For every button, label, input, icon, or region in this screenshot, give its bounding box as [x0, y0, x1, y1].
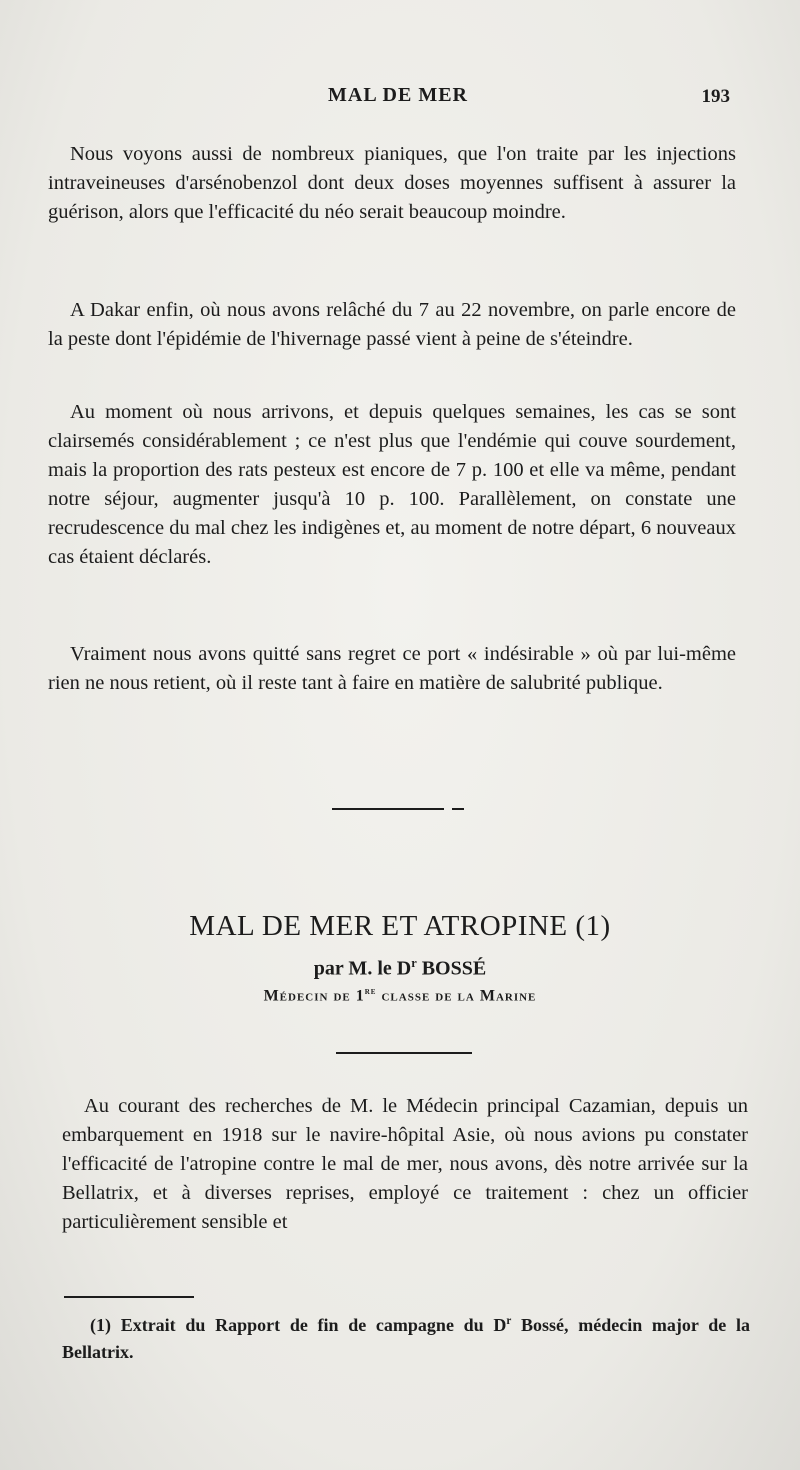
- article-intro: [62, 1092, 748, 1237]
- article-title-text: MAL DE MER ET ATROPINE: [189, 910, 568, 942]
- section-divider: [332, 808, 444, 810]
- footnote-text-1: (1) Extrait du Rapport de fin de campagne du D: [90, 1315, 507, 1335]
- paragraph-text: Vraiment nous avons quitté sans regret ce port « indésirable » où par lui-même rien ne nous retient, où il reste tant à faire en matière de salubrité publique.: [48, 643, 736, 694]
- footnote-rule: [64, 1296, 194, 1298]
- paragraph-departure: [48, 640, 736, 698]
- byline-name: BOSSÉ: [416, 957, 487, 980]
- article-title-note: (1): [575, 910, 611, 942]
- page-header: [60, 80, 736, 114]
- footnote-sup: r: [506, 1315, 512, 1327]
- byline: [0, 956, 800, 981]
- paragraph-plague: [48, 398, 736, 572]
- paragraph-dakar: [48, 296, 736, 354]
- section-divider-tail: [452, 808, 464, 810]
- affiliation-sup: re: [364, 986, 377, 997]
- paragraph-pianiques: [48, 140, 736, 227]
- running-head: MAL DE MER: [328, 84, 468, 106]
- affiliation: [0, 986, 800, 1005]
- footnote-text: [62, 1308, 750, 1366]
- paragraph-text: Au moment où nous arrivons, et depuis quelques semaines, les cas se sont clairsemés considérablement ; ce n'est plus que l'endémie qui couve sourdement, mais la proportion des rats pesteux est encore de 7 p. 100 et elle va même, pendant notre séjour, augmenter jusqu'à 10 p. 100. Parallèlement, on constate une recrudescence du mal chez les indigènes et, au moment de notre départ, 6 nouveaux cas étaient déclarés.: [48, 401, 736, 568]
- affiliation-prefix: Médecin de 1: [263, 987, 365, 1005]
- footnote-text-2: Bossé, médecin major de la Bellatrix.: [62, 1315, 750, 1362]
- byline-sup: r: [411, 956, 417, 970]
- paragraph-text: A Dakar enfin, où nous avons relâché du 7 au 22 novembre, on parle encore de la peste dont l'épidémie de l'hivernage passé vient à peine de s'éteindre.: [48, 299, 736, 350]
- footnote: [62, 1308, 750, 1366]
- page-number: 193: [701, 86, 730, 107]
- byline-prefix: par M. le D: [313, 957, 412, 980]
- paragraph-text: Au courant des recherches de M. le Médecin principal Cazamian, depuis un embarquement en 1918 sur le navire-hôpital Asie, où nous avions pu constater l'efficacité de l'atropine contre le mal de mer, nous avons, dès notre arrivée sur la Bellatrix, et à diverses reprises, employé ce traitement : chez un officier particulièrement sensible et: [62, 1095, 748, 1233]
- article-title: [0, 910, 800, 943]
- paragraph-text: Nous voyons aussi de nombreux pianiques, que l'on traite par les injections intraveineuses d'arsénobenzol dont deux doses moyennes suffisent à assurer la guérison, alors que l'efficacité du néo serait beaucoup moindre.: [48, 143, 736, 223]
- title-divider: [336, 1052, 472, 1054]
- affiliation-suffix: classe de la Marine: [376, 987, 537, 1005]
